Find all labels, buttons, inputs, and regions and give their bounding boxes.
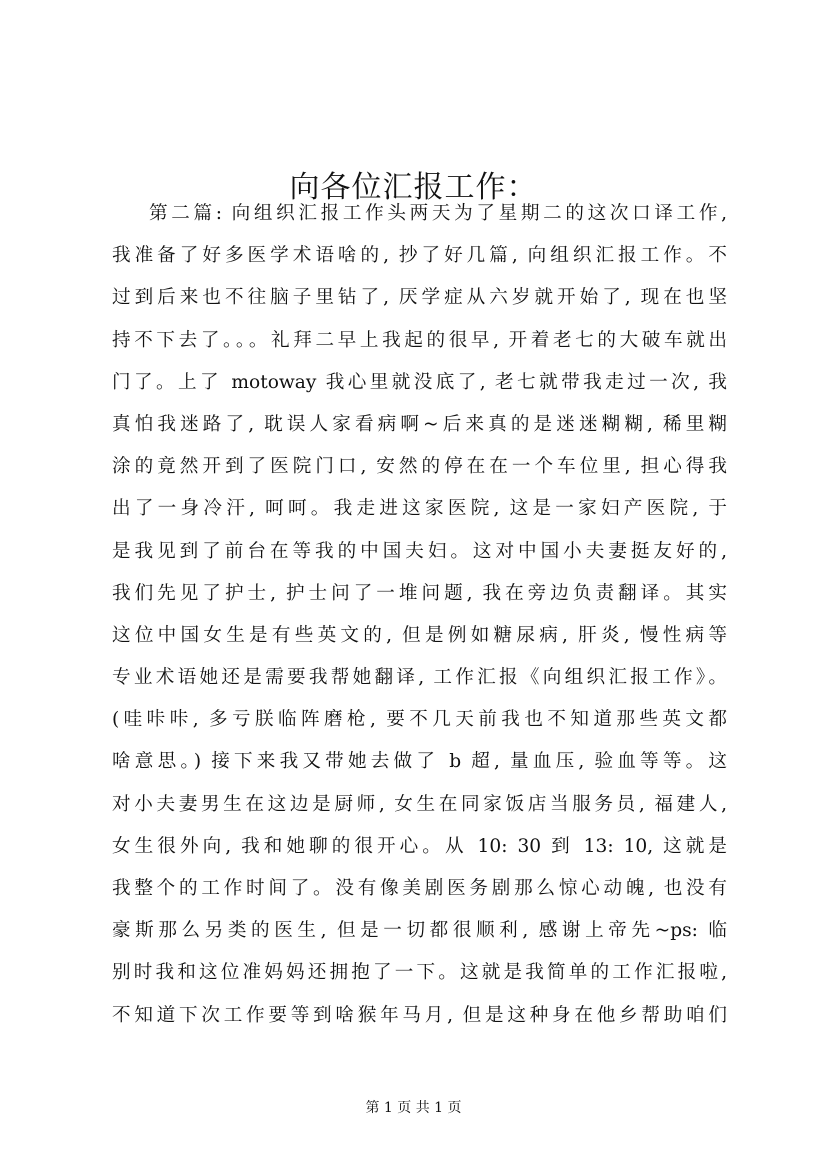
body-line: 持不下去了。。。礼拜二早上我起的很早, 开着老七的大破车就出: [112, 329, 727, 351]
body-line: 啥意思。) 接下来我又带她去做了 b 超, 量血压, 验血等等。这: [112, 751, 727, 773]
body-line: 我准备了好多医学术语啥的, 抄了好几篇, 向组织汇报工作。不: [112, 245, 727, 267]
document-body: [112, 198, 727, 1042]
body-line: 门了。上了 motoway 我心里就没底了, 老七就带我走过一次, 我: [112, 371, 727, 393]
document-title: 向各位汇报工作：: [289, 170, 538, 206]
body-line: 过到后来也不往脑子里钻了, 厌学症从六岁就开始了, 现在也坚: [112, 287, 727, 309]
body-line: 这位中国女生是有些英文的, 但是例如糖尿病, 肝炎, 慢性病等: [112, 624, 727, 646]
body-line: 真怕我迷路了, 耽误人家看病啊~后来真的是迷迷糊糊, 稀里糊: [112, 413, 727, 435]
body-line: 女生很外向, 我和她聊的很开心。从 10: 30 到 13: 10, 这就是: [112, 835, 727, 857]
body-line: 别时我和这位准妈妈还拥抱了一下。这就是我简单的工作汇报啦,: [112, 962, 727, 984]
body-line: (哇咔咔, 多亏朕临阵磨枪, 要不几天前我也不知道那些英文都: [112, 709, 727, 731]
body-line: 出了一身冷汗, 呵呵。我走进这家医院, 这是一家妇产医院, 于: [112, 498, 727, 520]
body-line: 我整个的工作时间了。没有像美剧医务剧那么惊心动魄, 也没有: [112, 878, 727, 899]
body-line: 专业术语她还是需要我帮她翻译, 工作汇报《向组织汇报工作》。: [112, 667, 727, 689]
body-line: 豪斯那么另类的医生, 但是一切都很顺利, 感谢上帝先~ps: 临: [112, 920, 727, 942]
body-line: 对小夫妻男生在这边是厨师, 女生在同家饭店当服务员, 福建人,: [112, 793, 727, 815]
body-line: 不知道下次工作要等到啥猴年马月, 但是这种身在他乡帮助咱们: [112, 1004, 727, 1026]
body-line: 涂的竟然开到了医院门口, 安然的停在在一个车位里, 担心得我: [112, 456, 727, 478]
body-line: 第二篇: 向组织汇报工作头两天为了星期二的这次口译工作,: [149, 203, 727, 224]
body-line: 我们先见了护士, 护士问了一堆问题, 我在旁边负责翻译。其实: [112, 582, 727, 604]
body-line: 是我见到了前台在等我的中国夫妇。这对中国小夫妻挺友好的,: [112, 540, 727, 562]
page-number-footer: 第 1 页 共 1 页: [365, 1100, 462, 1116]
